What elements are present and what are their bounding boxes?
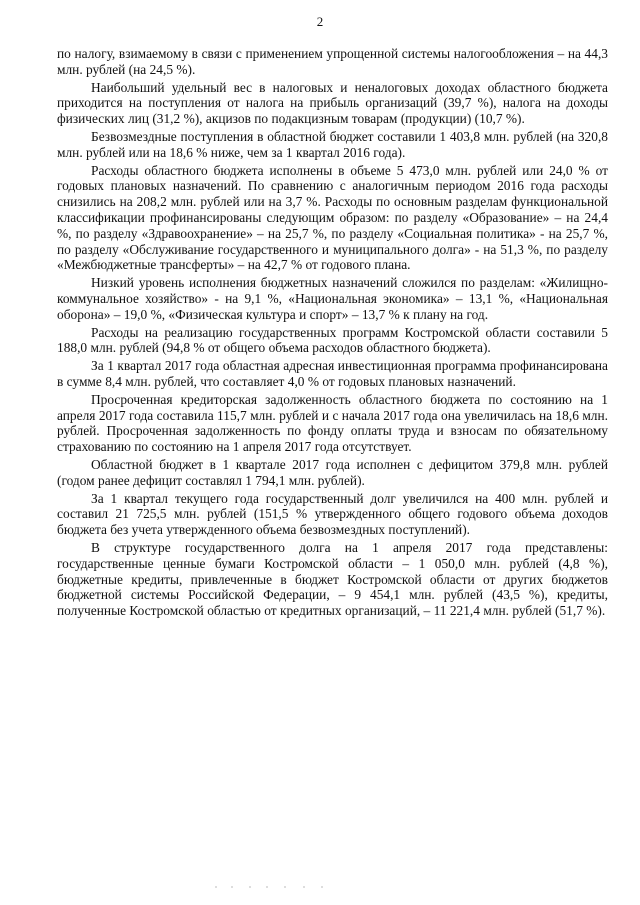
paragraph-deficit: Областной бюджет в 1 квартале 2017 года исполнен с дефицитом 379,8 млн. рублей (годом ранее дефицит составлял 1 794,1 млн. рублей).	[57, 456, 608, 488]
paragraph-low-execution: Низкий уровень исполнения бюджетных назначений сложился по разделам: «Жилищно-коммунальное хозяйство» - на 9,1 %, «Национальная экономика» – 13,1 %, «Национальная оборона» – 19,0 %, «Физическая культура и спорт» – 13,7 % к плану на год.	[57, 275, 608, 322]
document-body	[57, 46, 608, 619]
paragraph-gratuitous-receipts: Безвозмездные поступления в областной бюджет составили 1 403,8 млн. рублей (на 320,8 млн. рублей или на 18,6 % ниже, чем за 1 квартал 2016 года).	[57, 128, 608, 160]
paragraph-state-programs: Расходы на реализацию государственных программ Костромской области составили 5 188,0 млн. рублей (94,8 % от общего объема расходов областного бюджета).	[57, 324, 608, 356]
paragraph-investment-program: За 1 квартал 2017 года областная адресная инвестиционная программа профинансирована в сумме 8,4 млн. рублей, что составляет 4,0 % от годовых плановых назначений.	[57, 358, 608, 389]
paragraph-state-debt: За 1 квартал текущего года государственный долг увеличился на 400 млн. рублей и составил 21 725,5 млн. рублей (151,5 % утвержденного общего годового объема доходов бюджета без учета утвержденного объема безвозмездных поступлений).	[57, 490, 608, 538]
paragraph-debt-structure: В структуре государственного долга на 1 апреля 2017 года представлены: государственные ценные бумаги Костромской области – 1 050,0 млн. рублей (4,8 %), бюджетные кредиты, привлеченные в бюджет Костромской области от других бюджетов бюджетной системы Российской Федерации, – 9 454,1 млн. рублей (43,5 %), кредиты, полученные Костромской областью от кредитных организаций, – 11 221,4 млн. рублей (51,7 %).	[57, 539, 608, 619]
paragraph-tax-revenue-structure: Наибольший удельный вес в налоговых и неналоговых доходах областного бюджета приходится на поступления от налога на прибыль организаций (39,7 %), налога на доходы физических лиц (31,2 %), акцизов по подакцизным товарам (продукции) (10,7 %).	[57, 79, 608, 127]
paragraph-expenditures: Расходы областного бюджета исполнены в объеме 5 473,0 млн. рублей или 24,0 % от годовых плановых назначений. По сравнению с аналогичным периодом 2016 года расходы снизились на 208,2 млн. рублей или на 3,7 %. Расходы по основным разделам функциональной классификации профинансированы следующим образом: по разделу «Образование» – на 24,4 %, по разделу «Здравоохранение» – на 25,7 %, по разделу «Социальная политика» - на 25,7 %, по разделу «Обслуживание государственного и муниципального долга» - на 51,3 %, по разделу «Межбюджетные трансферты» – на 42,7 % от годового плана.	[57, 162, 608, 273]
paragraph-overdue-payables: Просроченная кредиторская задолженность областного бюджета по состоянию на 1 апреля 2017 года составила 115,7 млн. рублей и с начала 2017 года она увеличилась на 18,6 млн. рублей. Просроченная задолженность по фонду оплаты труда и взносам по обязательному страхованию по состоянию на 1 апреля 2017 года отсутствует.	[57, 391, 608, 455]
paragraph-tax-simplified: по налогу, взимаемому в связи с применением упрощенной системы налогообложения – на 44,3 млн. рублей (на 24,5 %).	[57, 46, 608, 77]
scan-artifact	[212, 884, 332, 890]
page-number: 2	[316, 14, 324, 29]
